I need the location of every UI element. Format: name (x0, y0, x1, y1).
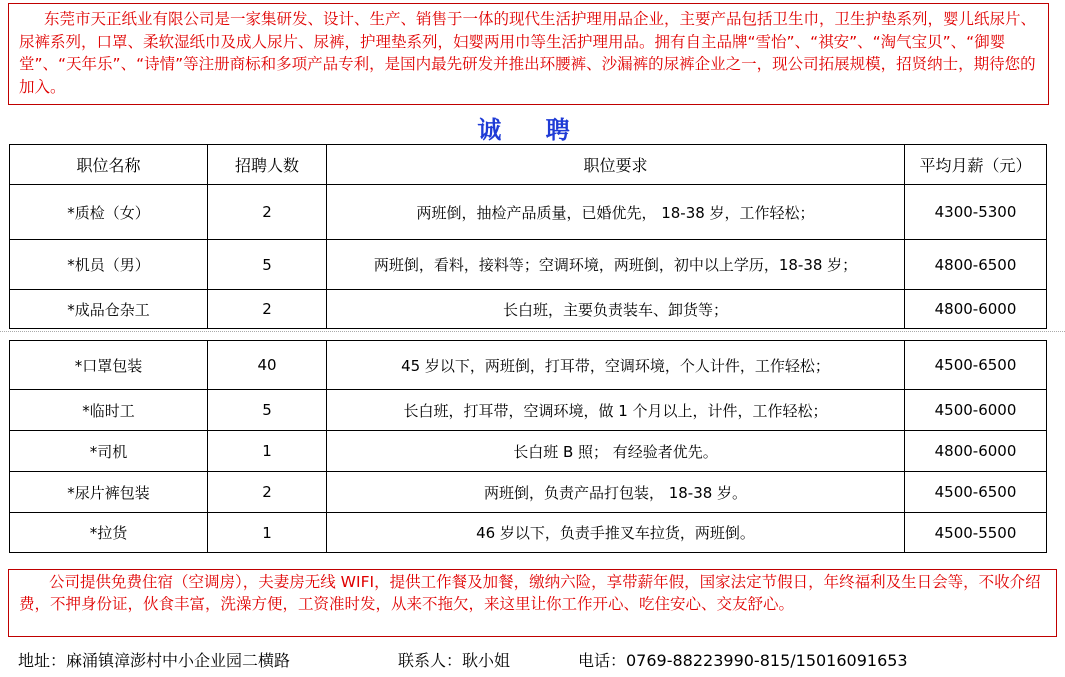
job-requirements: 两班倒，负责产品打包装， 18-38 岁。 (327, 472, 905, 513)
job-count: 5 (208, 240, 327, 290)
job-count: 1 (208, 431, 327, 472)
job-count: 1 (208, 513, 327, 553)
job-count: 2 (208, 185, 327, 240)
job-position: *口罩包装 (10, 341, 208, 390)
job-requirements: 长白班，主要负责装车、卸货等； (327, 290, 905, 329)
footer-phone: 电话：0769-88223990-815/15016091653 (578, 651, 908, 670)
job-requirements: 45 岁以下，两班倒，打耳带，空调环境，个人计件，工作轻松； (327, 341, 905, 390)
job-salary: 4800-6500 (905, 240, 1047, 290)
header-position: 职位名称 (10, 145, 208, 185)
job-count: 2 (208, 472, 327, 513)
job-count: 40 (208, 341, 327, 390)
job-requirements: 长白班 B 照； 有经验者优先。 (327, 431, 905, 472)
table-row (10, 341, 1047, 390)
job-position: *机员（男） (10, 240, 208, 290)
table-row (10, 290, 1047, 329)
table-row (10, 185, 1047, 240)
benefits-box (8, 569, 1057, 637)
table-row (10, 240, 1047, 290)
footer-contact: 联系人：耿小姐 (398, 651, 511, 670)
benefits-text: 公司提供免费住宿（空调房），夫妻房无线 WIFI，提供工作餐及加餐，缴纳六险，享带薪年假，国家法定节假日，年终福利及生日会等，不收介绍费，不押身份证，伙食丰富，洗澡方便，工资准时发，从来不拖欠，来这里让你工作开心、吃住安心、交友舒心。 (19, 573, 1041, 613)
header-count: 招聘人数 (208, 145, 327, 185)
table-header-row (10, 145, 1047, 185)
job-salary: 4800-6000 (905, 431, 1047, 472)
header-requirements: 职位要求 (327, 145, 905, 185)
footer-address: 地址：麻涌镇漳澎村中小企业园二横路 (18, 651, 291, 670)
job-position: *司机 (10, 431, 208, 472)
job-salary: 4800-6000 (905, 290, 1047, 329)
job-count: 2 (208, 290, 327, 329)
company-intro: 东莞市天正纸业有限公司是一家集研发、设计、生产、销售于一体的现代生活护理用品企业，主要产品包括卫生巾，卫生护垫系列，婴儿纸尿片、尿裤系列，口罩、柔软湿纸巾及成人尿片、尿裤，护理垫系列，妇婴两用巾等生活护理用品。拥有自主品牌“雪怡”、“祺安”、“淘气宝贝”、“御婴堂”、“天年乐”、“诗情”等注册商标和多项产品专利，是国内最先研发并推出环腰裤、沙漏裤的尿裤企业之一，现公司拓展规模，招贤纳士，期待您的加入。 (19, 10, 1037, 96)
job-requirements: 46 岁以下，负责手推叉车拉货，两班倒。 (327, 513, 905, 553)
job-position: *尿片裤包装 (10, 472, 208, 513)
table-row (10, 513, 1047, 553)
table-row (10, 472, 1047, 513)
job-position: *临时工 (10, 390, 208, 431)
job-position: *质检（女） (10, 185, 208, 240)
footer (18, 648, 908, 671)
job-requirements: 长白班，打耳带，空调环境，做 1 个月以上，计件，工作轻松； (327, 390, 905, 431)
job-salary: 4500-6500 (905, 472, 1047, 513)
job-salary: 4500-6500 (905, 341, 1047, 390)
job-salary: 4500-5500 (905, 513, 1047, 553)
page-title: 诚 聘 (477, 116, 588, 144)
job-position: *拉货 (10, 513, 208, 553)
job-requirements: 两班倒，抽检产品质量，已婚优先， 18-38 岁，工作轻松； (327, 185, 905, 240)
jobs-table-bottom (9, 340, 1047, 553)
job-requirements: 两班倒，看料，接料等；空调环境，两班倒，初中以上学历，18-38 岁； (327, 240, 905, 290)
company-intro-box (8, 3, 1049, 105)
job-salary: 4500-6000 (905, 390, 1047, 431)
job-position: *成品仓杂工 (10, 290, 208, 329)
header-salary: 平均月薪（元） (905, 145, 1047, 185)
jobs-table-top (9, 144, 1047, 329)
job-count: 5 (208, 390, 327, 431)
table-row (10, 431, 1047, 472)
job-salary: 4300-5300 (905, 185, 1047, 240)
table-row (10, 390, 1047, 431)
page-break-line (0, 331, 1065, 332)
